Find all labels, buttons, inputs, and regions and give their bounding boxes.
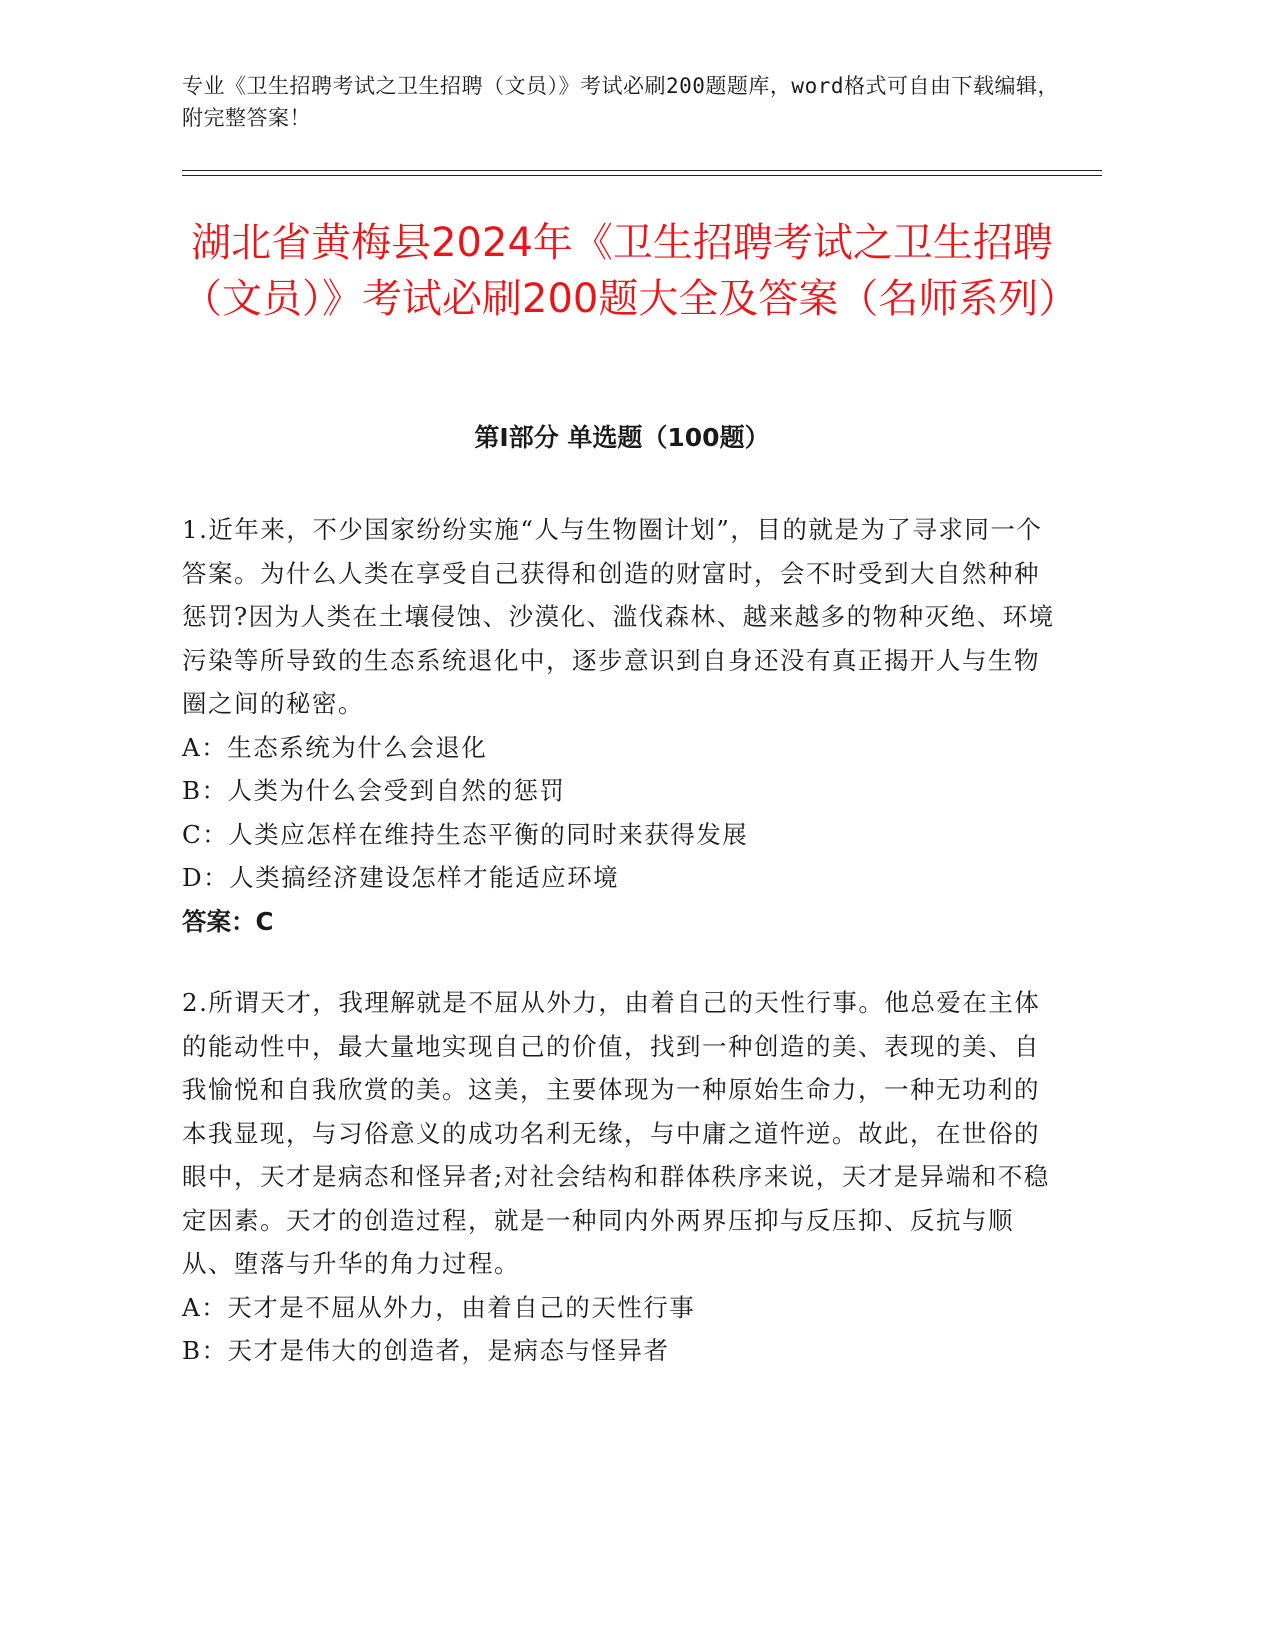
question-2	[182, 981, 1062, 1373]
option-a: A：天才是不屈从外力，由着自己的天性行事	[182, 1292, 696, 1322]
option-d: D：人类搞经济建设怎样才能适应环境	[182, 863, 620, 892]
header-divider-bottom	[182, 175, 1102, 176]
document-title: 湖北省黄梅县2024年《卫生招聘考试之卫生招聘（文员）》考试必刷200题大全及答案（名师系列）	[182, 220, 1079, 322]
header-divider-top	[182, 170, 1102, 171]
option-b: B：人类为什么会受到自然的惩罚	[182, 776, 566, 805]
question-1	[182, 508, 1062, 943]
answer: 答案：C	[182, 906, 274, 936]
question-stem: 2.所谓天才，我理解就是不屈从外力，由着自己的天性行事。他总爱在主体的能动性中，最大量地实现自己的价值，找到一种创造的美、表现的美、自我愉悦和自我欣赏的美。这美，主要体现为一种原始生命力，一种无功利的本我显现，与习俗意义的成功名利无缘，与中庸之道忤逆。故此，在世俗的眼中，天才是病态和怪异者;对社会结构和群体秩序来说，天才是异端和不稳定因素。天才的创造过程，就是一种同内外两界压抑与反压抑、反抗与顺从、堕落与升华的角力过程。	[182, 988, 1050, 1278]
option-c: C：人类应怎样在维持生态平衡的同时来获得发展	[182, 819, 749, 849]
option-b: B：天才是伟大的创造者，是病态与怪异者	[182, 1336, 670, 1365]
option-a: A：生态系统为什么会退化	[182, 732, 488, 762]
question-list	[182, 508, 1062, 1411]
header-note: 专业《卫生招聘考试之卫生招聘（文员）》考试必刷200题题库，word格式可自由下载编辑，附完整答案！	[182, 74, 1059, 130]
question-stem: 1.近年来，不少国家纷纷实施“人与生物圈计划”，目的就是为了寻求同一个答案。为什么人类在享受自己获得和创造的财富时，会不时受到大自然种种惩罚?因为人类在土壤侵蚀、沙漠化、滥伐森林、越来越多的物种灭绝、环境污染等所导致的生态系统退化中，逐步意识到自身还没有真正揭开人与生物圈之间的秘密。	[182, 515, 1055, 718]
section-title: 第Ⅰ部分 单选题（100题）	[474, 423, 770, 452]
